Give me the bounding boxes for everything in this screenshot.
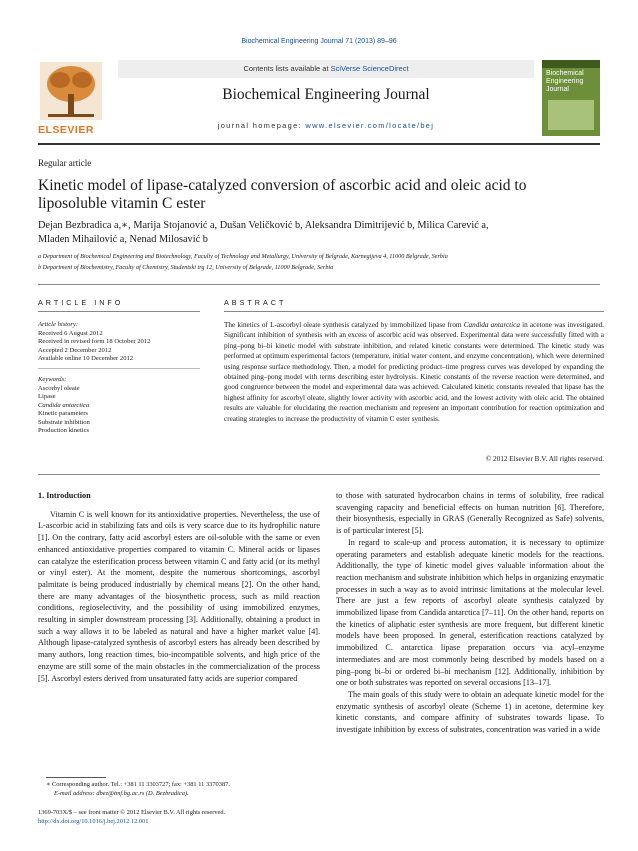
journal-homepage (118, 121, 534, 130)
publisher-name: ELSEVIER (38, 124, 94, 136)
homepage-prefix: journal homepage: (217, 121, 302, 130)
homepage-link[interactable]: www.elsevier.com/locate/bej (305, 121, 435, 130)
masthead (38, 60, 600, 136)
keyword-item: Lipase (38, 393, 56, 400)
history-revised: Received in revised form 18 October 2012 (38, 338, 151, 345)
journal-reference[interactable]: Biochemical Engineering Journal 71 (2013) 89–96 (241, 38, 397, 45)
keyword-item: Candida antarctica (38, 401, 90, 409)
history-online: Available online 10 December 2012 (38, 355, 134, 362)
article-footer (38, 808, 438, 826)
abstract-start: The kinetics of L-ascorbyl oleate synthesis catalyzed by immobilized lipase from (224, 321, 464, 329)
history-received: Received 6 August 2012 (38, 329, 103, 337)
footnote-email[interactable]: E-mail address: dbez@tmf.bg.ac.rs (D. Bezbradica). (54, 790, 189, 797)
info-rule (38, 311, 200, 312)
footnote-contact: ∗ Corresponding author. Tel.: +381 11 3303727; fax: +381 11 3370387. (46, 781, 230, 788)
keyword-item: Substrate inhibition (38, 418, 90, 426)
cover-image (548, 100, 594, 130)
history-accepted: Accepted 2 December 2012 (38, 346, 112, 354)
journal-cover-thumbnail (542, 60, 600, 136)
keyword-item: Production kinetics (38, 427, 90, 434)
authors-line-2: Mladen Mihailović a, Nenad Milosavić b (38, 234, 208, 245)
corresponding-author-footnote (46, 780, 326, 798)
footnote-rule (46, 777, 106, 778)
sciencedirect-link[interactable]: SciVerse ScienceDirect (330, 64, 409, 73)
keywords-rule (38, 368, 200, 369)
article-info-heading: ARTICLE INFO (38, 298, 124, 307)
abstract-text (224, 320, 604, 424)
header-divider (38, 284, 600, 285)
paragraph: to those with saturated hydrocarbon chains in terms of solubility, free radical scavenging capacity and beneficial effects on human nutrition [6]. Therefore, their biosynthesis, especially in GRAS (Generally Recognized as Safe) solvents, is of particular interest [5]. (336, 491, 604, 536)
affiliation-b: b Department of Biochemistry, Faculty of Chemistry, Studentski trg 12, University of Belgrade, 11000 Belgrade, Serbia (38, 264, 334, 271)
section-heading-introduction: 1. Introduction (38, 491, 91, 500)
abstract-species: Candida antarctica (463, 321, 520, 329)
cover-band (542, 60, 600, 68)
cover-title: Biochemical Engineering Journal (546, 70, 584, 93)
contents-prefix: Contents lists available at (243, 64, 329, 73)
contents-banner (118, 60, 534, 78)
paragraph: In regard to scale-up and process automation, it is necessary to optimize operating parameters and establish adequate kinetic models for the reactions. Additionally, the type of kinetic model gives valuable information about the reaction mechanism and substrate inhibition which helps in organizing enzymatic processes in such a way as to avoid intrinsic limitations at the molecular level. There are just a few reports of ascorbyl oleate synthesis catalyzed by immobilized lipase from Candida antarctica [7–11]. On the other hand, reports on the kinetics of aliphatic ester synthesis are more frequent, but different kinetic models have been proposed. In general, esterification reactions catalyzed by immobilized C. antarctica lipase preparation occurs via acyl–enzyme intermediates and are most commonly being described by models based on a ping–pong bi–bi or ordered bi–bi mechanism [12]. Additionally, inhibition by one or both substrates was reported on several occasions [13–17]. (336, 537, 604, 688)
affiliation-a: a Department of Biochemical Engineering and Biotechnology, Faculty of Technology and Metallurgy, University of Belgrade, Karnegijeva 4, 11000 Belgrade, Serbia (38, 253, 448, 260)
issn-line: 1369-703X/$ – see front matter © 2012 Elsevier B.V. All rights reserved. (38, 809, 226, 816)
history-label: Article history: (38, 321, 79, 328)
article-title: Kinetic model of lipase-catalyzed conversion of ascorbic acid and oleic acid to liposoluble vitamin C ester (38, 177, 527, 212)
journal-title: Biochemical Engineering Journal (222, 86, 430, 103)
abstract-heading: ABSTRACT (224, 298, 287, 307)
keywords-label: Keywords: (38, 376, 67, 383)
article-type: Regular article (38, 158, 92, 168)
copyright: © 2012 Elsevier B.V. All rights reserved. (485, 455, 604, 463)
authors-line-1: Dejan Bezbradica a,∗, Marija Stojanović a, Dušan Veličković b, Aleksandra Dimitrijević b, Milica Carević a, (38, 220, 489, 231)
doi-link[interactable]: http://dx.doi.org/10.1016/j.bej.2012.12.001 (38, 818, 149, 825)
keywords (38, 376, 198, 436)
article-history (38, 321, 198, 364)
abstract-divider (38, 474, 600, 475)
masthead-divider (38, 143, 600, 145)
author-list (38, 219, 604, 247)
paragraph: Vitamin C is well known for its antioxidative properties. Nevertheless, the use of L-ascorbic acid in stabilizing fats and oils is very scarce due to its hydrophilic nature [1]. On the contrary, fatty acid ascorbyl esters are oil-soluble with the same or even enhanced antioxidative properties compared to vitamin C. Mineral acids or lipases can catalyze the esterification process between vitamin C and fatty acid (or its methyl or vinyl ester). At the moment, despite the numerous shortcomings, ascorbyl palmitate is being produced industrially by chemical means [2]. On the other hand, there are many advantages of the biosynthetic process, such as mild reaction conditions, regioselectivity, and the possibility of using immobilized enzymes, resulting in simpler downstream processing [3]. Additionally, obtaining a product in such a way allows it to be labeled as natural and have a higher market value [4]. Although lipase-catalyzed synthesis of ascorbyl esters has already been described by many authors, long reaction times, bio-incompatible solvents, and high price of the enzyme are still some of the main obstacles in the commercialization of the process [5]. Ascorbyl esters derived from unsaturated fatty acids are superior compared (38, 509, 320, 683)
paragraph: The main goals of this study were to obtain an adequate kinetic model for the enzymatic synthesis of ascorbyl oleate (Scheme 1) in acetone, determine key kinetic constants, and compare affinity of substrates towards lipase. To investigate inhibition by excess of substrates, concentration was varied in a wide (336, 689, 604, 735)
keyword-item: Ascorbyl oleate (38, 384, 80, 392)
abstract-rest: in acetone was investigated. Significant inhibition of synthesis with an excess of ascorbic acid was observed. Experimental data were successfully fitted with a ping–pong bi–bi kinetic model with substrate inhibition, and related kinetic constants were determined. The kinetic study was performed at optimum experimental factors (temperature, initial water content, and enzyme concentration), which were determined using response surface methodology. Then, a model for predicting product–time progress curves was developed by expanding the obtained ping–pong model with terms describing ester hydrolysis. Kinetic constants of the reverse reaction were determined, and good congruence between the model and experimental data was achieved. Calculated kinetic constants revealed that lipase has the highest affinity for ascorbyl oleate, slightly lower activity with ascorbic acid, and the lowest activity with oleic acid. The obtained results are valuable for elucidating the reaction mechanism and represent an important contribution for reaction optimization and creating strategies to increase the productivity of vitamin C ester synthesis. (224, 321, 604, 423)
abstract-rule (224, 311, 604, 312)
body-column-right (336, 490, 604, 736)
body-column-left (38, 490, 320, 684)
keyword-item: Kinetic parameters (38, 410, 88, 417)
